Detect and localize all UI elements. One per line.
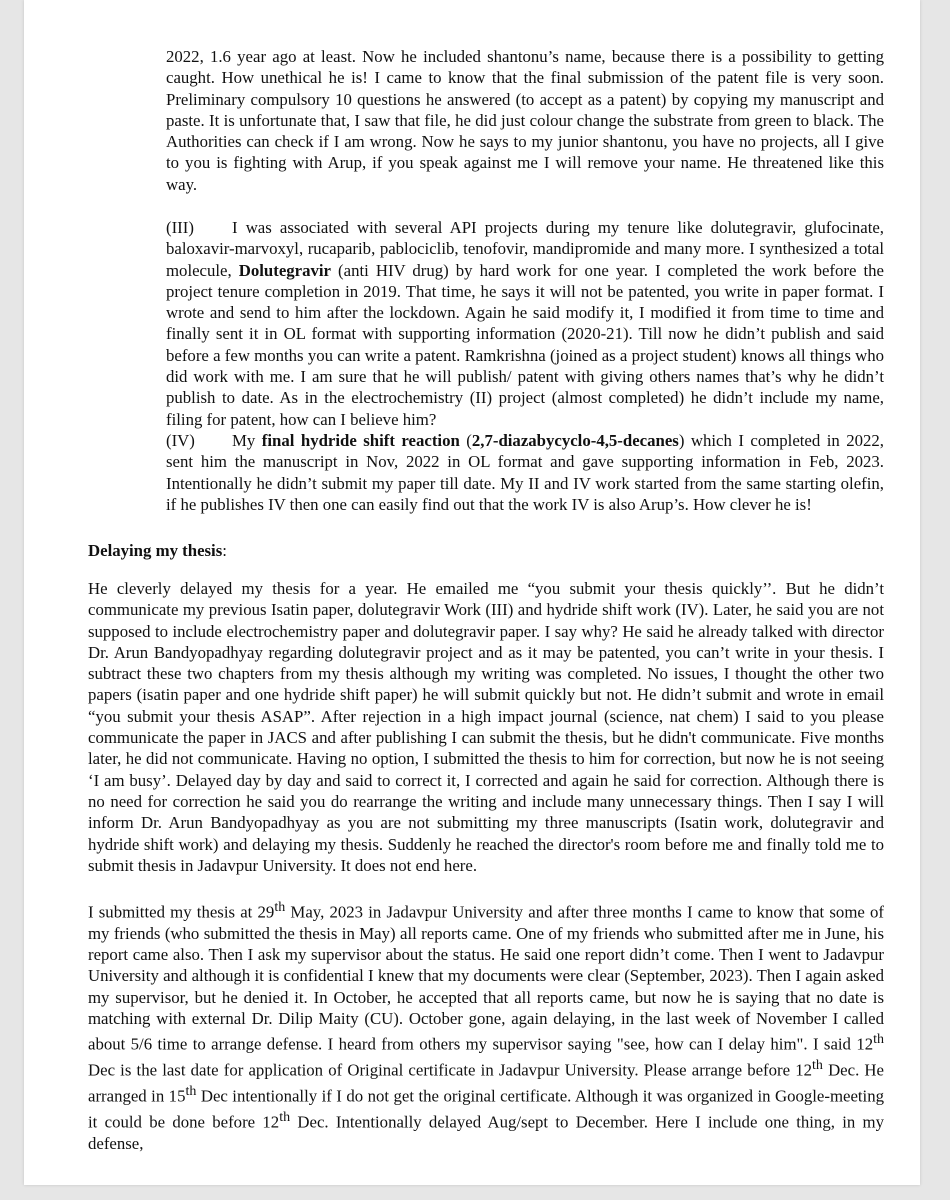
section-heading: Delaying my thesis: bbox=[88, 541, 227, 560]
item-iii-label: (III) bbox=[166, 218, 194, 237]
thesis-delay-paragraph: He cleverly delayed my thesis for a year. He emailed me “you submit your thesis quickly’’. But he didn’t communicate my previous Isatin paper, dolutegravir Work (III) and hydride shift work (IV). Later, he said you are not supposed to include electrochemistry paper and dolutegravir paper. I say why? He said he already talked with director Dr. Arun Bandyopadhyay regarding dolutegravir project and as it may be patented, you can’t write in your thesis. I subtract these two chapters from my thesis although my writing was completed. No issues, I thought the other two papers (isatin paper and one hydride shift paper) he will submit quickly but not. He didn’t submit and wrote in email “you submit your thesis ASAP”. After rejection in a high impact journal (science, nat chem) I said to you please communicate the paper in JACS and after publishing I can submit the thesis, but he didn't communicate. Five months later, he did not communicate. Having no option, I submitted the thesis to him for correction, but now he is not seeing ‘I am busy’. Delayed day by day and said to correct it, I corrected and again he said for correction. Although there is no need for correction he said you do rearrange the writing and include many unnecessary things. Then I say I will inform Dr. Arun Bandyopadhyay as you are not submitting my three manuscripts (Isatin work, dolutegravir and hydride shift work) and delaying my thesis. Suddenly he reached the director's room before me and finally told me to submit thesis in Jadavpur University. It does not end here. bbox=[88, 579, 884, 875]
item-iv-label: (IV) bbox=[166, 431, 195, 450]
item-iii-paragraph: (III) I was associated with several API projects during my tenure like dolutegravir, glufocinate, baloxavir-marvoxyl, rucaparib, pablociclib, tenofovir, mandipromide and many more. I synthesized a total molecule, Dolutegravir (anti HIV drug) by hard work for one year. I completed the work before the project tenure completion in 2019. That time, he says it will not be patented, you write in paper format. I wrote and send to him after the lockdown. Again he said modify it, I modified it from time to time and finally sent it in OL format with supporting information (2020-21). Till now he didn’t publish and said before a few months you can write a patent. Ramkrishna (joined as a project student) knows all things who did work with me. I am sure that he will publish/ patent with giving others names that’s why he didn’t publish to date. As in the electrochemistry (II) project (almost completed) he didn’t include my name, filing for patent, how can I believe him? bbox=[166, 218, 884, 429]
dolutegravir-bold: Dolutegravir bbox=[238, 260, 332, 280]
section-ii-continuation: 2022, 1.6 year ago at least. Now he included shantonu’s name, because there is a possibility to getting caught. How unethical he is! I came to know that the final submission of the patent file is very soon. Preliminary compulsory 10 questions he answered (to accept as a patent) by copying my manuscript and paste. It is unfortunate that, I saw that file, he did just colour change the substrate from green to black. The Authorities can check if I am wrong. Now he says to my junior shantonu, you have no projects, all I give to you is fighting with Arup, if you speak against me I will remove your name. He threatened like this way. bbox=[166, 47, 884, 194]
item-iv-paragraph: (IV) My final hydride shift reaction (2,7-diazabycyclo-4,5-decanes) which I completed in 2022, sent him the manuscript in Nov, 2022 in OL format and gave supporting information in Feb, 2023. Intentionally he didn’t submit my paper till date. My II and IV work started from the same starting olefin, if he publishes IV then one can easily find out that the work IV is also Arup’s. How clever he is! bbox=[166, 431, 884, 514]
submission-paragraph: I submitted my thesis at 29th May, 2023 in Jadavpur University and after three months I came to know that some of my friends (who submitted the thesis in May) all reports came. One of my friends who submitted after me in June, his report came also. Then I ask my supervisor about the status. He said one report didn’t come. Then I went to Jadavpur University and although it is confidential I knew that my documents were clear (September, 2023). Then I again asked my supervisor, but he denied it. In October, he accepted that all reports came, but now he is saying that no date is matching with external Dr. Dilip Maity (CU). October gone, again delaying, in the last week of November I called about 5/6 time to arrange defense. I heard from others my supervisor saying "see, how can I delay him". I said 12th Dec is the last date for application of Original certificate in Jadavpur University. Please arrange before 12th Dec. He arranged in 15th Dec intentionally if I do not get the original certificate. Although it was organized in Google-meeting it could be done before 12th Dec. Intentionally delayed Aug/sept to December. Here I include one thing, in my defense, bbox=[88, 900, 885, 1153]
document-page bbox=[24, 0, 920, 1185]
